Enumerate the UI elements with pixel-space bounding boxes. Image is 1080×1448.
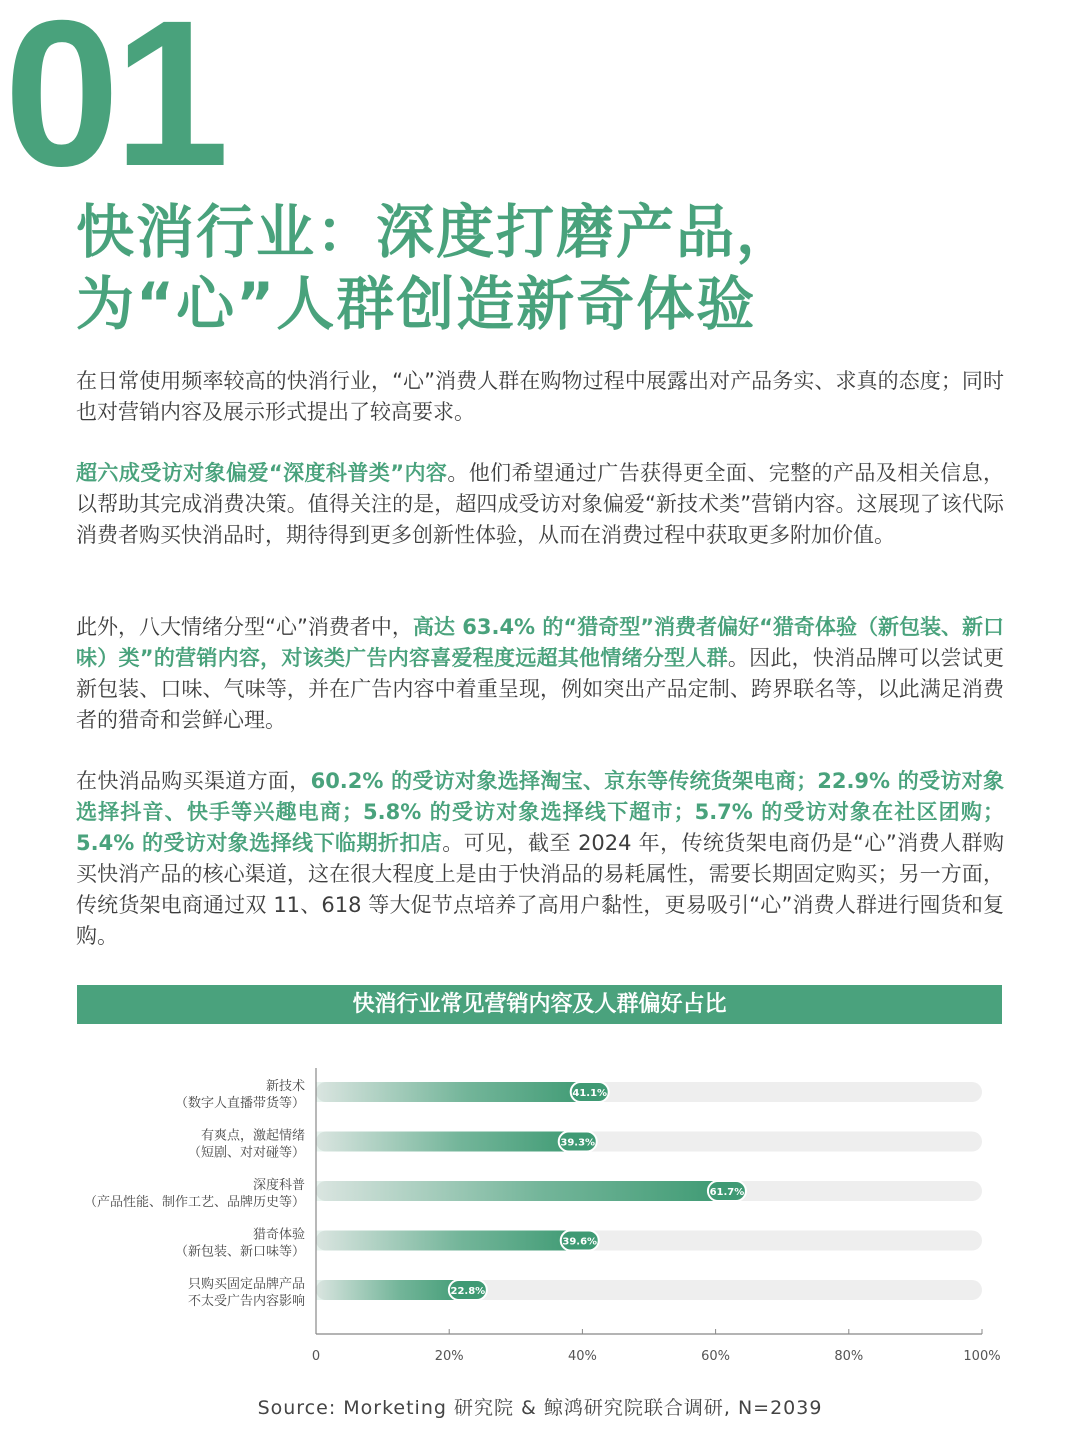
x-tick-label: 80%	[834, 1349, 864, 1364]
x-tick-label: 60%	[701, 1349, 731, 1364]
paragraph-content-preference	[76, 458, 1004, 551]
category-label: 深度科普	[252, 1178, 305, 1193]
title-line-1: 快消行业：深度打磨产品，	[76, 198, 797, 266]
chart-title: 快消行业常见营销内容及人群偏好占比	[77, 985, 1002, 1024]
body-text: 此外，八大情绪分型“心”消费者中，	[76, 615, 413, 639]
value-label: 61.7%	[709, 1187, 745, 1198]
page-title	[76, 196, 796, 340]
category-label: 新技术	[265, 1079, 305, 1094]
x-tick-label: 40%	[567, 1349, 597, 1364]
category-label: 只购买固定品牌产品	[187, 1277, 305, 1292]
x-tick-label: 20%	[434, 1349, 464, 1364]
paragraph-channels	[76, 766, 1004, 952]
body-text: 。因此，快消品牌可以尝试更新包装、口味、气味等，并在广告内容中着重呈现，例如突出产品定制、跨界联名等，以此满足消费者的猎奇和尝鲜心理。	[76, 646, 1004, 732]
category-label: 有爽点，激起情绪	[200, 1128, 305, 1144]
bar	[316, 1181, 727, 1201]
bar	[316, 1280, 468, 1300]
category-label: （产品性能、制作工艺、品牌历史等）	[83, 1195, 305, 1210]
highlight-text: 60.2% 的受访对象选择淘宝、京东等传统货架电商；22.9% 的受访对象选择抖音、快手等兴趣电商；5.8% 的受访对象选择线下超市；5.7% 的受访对象在社区团购；5.4% 的受访对象选择线下临期折扣店	[76, 769, 1005, 855]
section-number: 01	[4, 0, 224, 210]
bar-chart	[0, 1040, 1080, 1380]
category-label: （新包装、新口味等）	[174, 1244, 305, 1260]
value-label: 22.8%	[450, 1286, 486, 1297]
bar	[316, 1231, 580, 1251]
paragraph-intro: 在日常使用频率较高的快消行业，“心”消费人群在购物过程中展露出对产品务实、求真的态度；同时也对营销内容及展示形式提出了较高要求。	[76, 369, 1004, 424]
bar	[316, 1132, 578, 1152]
highlight-text: 超六成受访对象偏爱“深度科普类”内容	[76, 461, 448, 485]
category-label: （短剧、对对碰等）	[187, 1145, 305, 1161]
title-line-2: 为“心”人群创造新奇体验	[76, 270, 757, 338]
value-label: 39.3%	[560, 1137, 596, 1149]
source-note: Source: Morketing 研究院 & 鲸鸿研究院联合调研, N=2039	[257, 1397, 823, 1419]
body-text: 。可见，截至 2024 年，传统货架电商仍是“心”消费人群购买快消产品的核心渠道，这在很大程度上是由于快消品的易耗属性，需要长期固定购买；另一方面，传统货架电商通过双 11、618 等大促节点培养了高用户黏性，更易吸引“心”消费人群进行囤货和复购。	[76, 831, 1004, 948]
value-label: 39.6%	[562, 1236, 598, 1248]
x-tick-label: 100%	[963, 1349, 1001, 1364]
value-label: 41.1%	[572, 1088, 608, 1099]
category-label: 不太受广告内容影响	[187, 1294, 305, 1309]
body-text: 在快消品购买渠道方面，	[76, 769, 311, 793]
paragraph-emotion-types	[76, 612, 1004, 736]
highlight-text: 高达 63.4% 的“猎奇型”消费者偏好“猎奇体验（新包装、新口味）类”的营销内容，对该类广告内容喜爱程度远超其他情绪分型人群	[76, 615, 1004, 670]
body-text: 。他们希望通过广告获得更全面、完整的产品及相关信息，以帮助其完成消费决策。值得关注的是，超四成受访对象偏爱“新技术类”营销内容。这展现了该代际消费者购买快消品时，期待得到更多创新性体验，从而在消费过程中获取更多附加价值。	[76, 461, 1005, 547]
category-label: 猎奇体验	[252, 1227, 305, 1243]
bar	[316, 1082, 590, 1102]
category-label: （数字人直播带货等）	[174, 1096, 305, 1111]
x-tick-label: 0	[311, 1349, 321, 1364]
